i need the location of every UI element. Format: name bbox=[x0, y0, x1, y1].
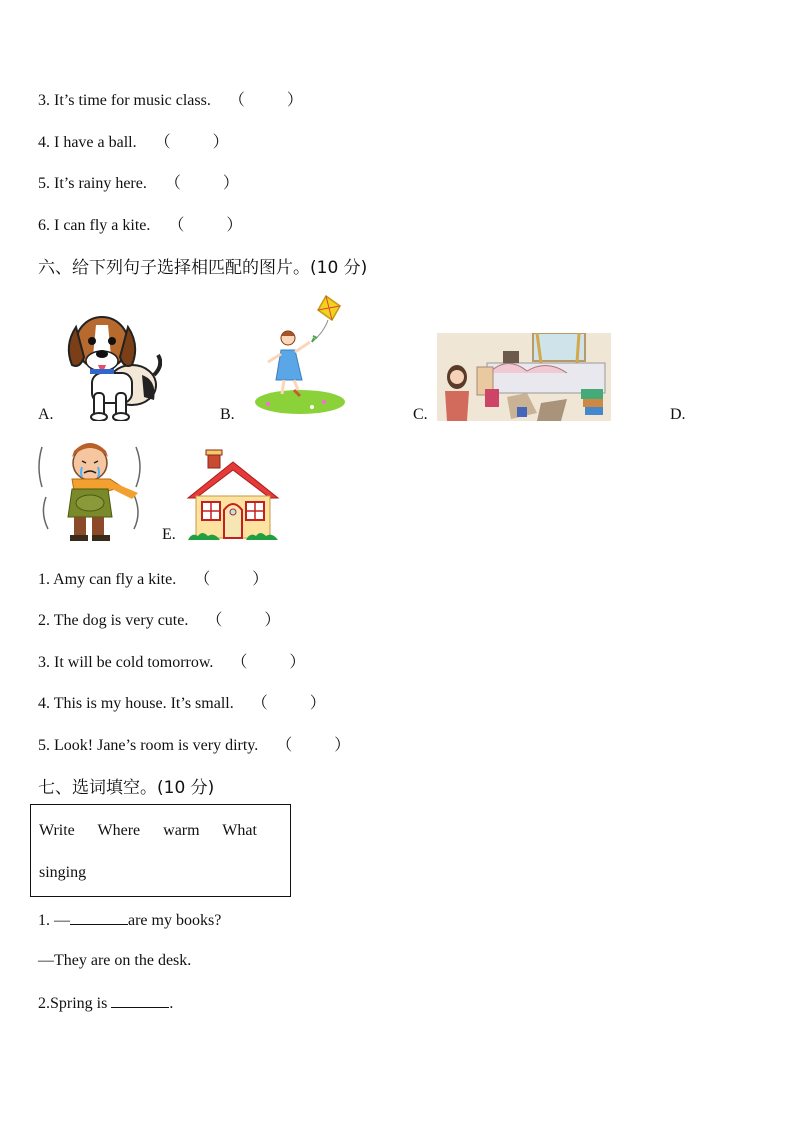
answer-paren-open: （ bbox=[251, 695, 268, 712]
answer-paren-open: （ bbox=[194, 571, 211, 588]
fill-question-2: 2.Spring is . bbox=[38, 995, 174, 1012]
fill-blank[interactable] bbox=[111, 993, 169, 1008]
fill-question-1-answer: —They are on the desk. bbox=[38, 952, 192, 969]
word-bank-word: What bbox=[222, 822, 257, 839]
girl-flying-kite-picture bbox=[254, 292, 350, 416]
word-bank-word: Where bbox=[97, 822, 141, 839]
word-bank-row bbox=[39, 822, 276, 840]
match-question-5: 5. Look! Jane’s room is very dirty. （ ） bbox=[38, 737, 351, 754]
match-question-2: 2. The dog is very cute. （ ） bbox=[38, 612, 281, 629]
question-6-kite: 6. I can fly a kite. （ ） bbox=[38, 217, 243, 234]
answer-paren-close: ） bbox=[222, 175, 239, 192]
word-bank-box bbox=[30, 804, 291, 897]
question-5-rainy: 5. It’s rainy here. （ ） bbox=[38, 175, 239, 192]
picture-label-d: D. bbox=[670, 406, 686, 423]
word-bank-word: singing bbox=[39, 864, 87, 881]
answer-paren-open: （ bbox=[228, 92, 245, 109]
picture-label-e: E. bbox=[162, 526, 176, 543]
answer-paren-close: ） bbox=[226, 217, 243, 234]
messy-room-picture bbox=[437, 333, 611, 421]
answer-paren-open: （ bbox=[168, 217, 185, 234]
answer-paren-open: （ bbox=[164, 175, 181, 192]
match-question-4: 4. This is my house. It’s small. （ ） bbox=[38, 695, 326, 712]
picture-label-b: B. bbox=[220, 406, 235, 423]
word-bank-word: warm bbox=[163, 822, 200, 839]
answer-paren-close: ） bbox=[264, 612, 281, 629]
fill-blank[interactable] bbox=[70, 910, 128, 925]
answer-paren-open: （ bbox=[206, 612, 223, 629]
answer-paren-open: （ bbox=[154, 134, 171, 151]
answer-paren-close: ） bbox=[289, 654, 306, 671]
house-picture bbox=[186, 448, 280, 542]
section-6-title: 六、给下列句子选择相匹配的图片。(10 分) bbox=[38, 258, 368, 278]
question-3-music: 3. It’s time for music class. （ ） bbox=[38, 92, 303, 109]
answer-paren-close: ） bbox=[212, 134, 229, 151]
answer-paren-close: ） bbox=[252, 571, 269, 588]
answer-paren-open: （ bbox=[231, 654, 248, 671]
fill-question-1: 1. — are my books? bbox=[38, 912, 222, 929]
match-question-3: 3. It will be cold tomorrow. （ ） bbox=[38, 654, 306, 671]
picture-label-c: C. bbox=[413, 406, 428, 423]
answer-paren-close: ） bbox=[334, 737, 351, 754]
match-question-1: 1. Amy can fly a kite. （ ） bbox=[38, 571, 269, 588]
section-7-title: 七、选词填空。(10 分) bbox=[38, 778, 215, 798]
word-bank-word: Write bbox=[39, 822, 75, 839]
question-4-ball: 4. I have a ball. （ ） bbox=[38, 134, 229, 151]
answer-paren-close: ） bbox=[309, 695, 326, 712]
answer-paren-open: （ bbox=[276, 737, 293, 754]
cold-man-picture bbox=[36, 437, 148, 543]
dog-picture bbox=[62, 305, 162, 421]
picture-label-a: A. bbox=[38, 406, 54, 423]
answer-paren-close: ） bbox=[286, 92, 303, 109]
